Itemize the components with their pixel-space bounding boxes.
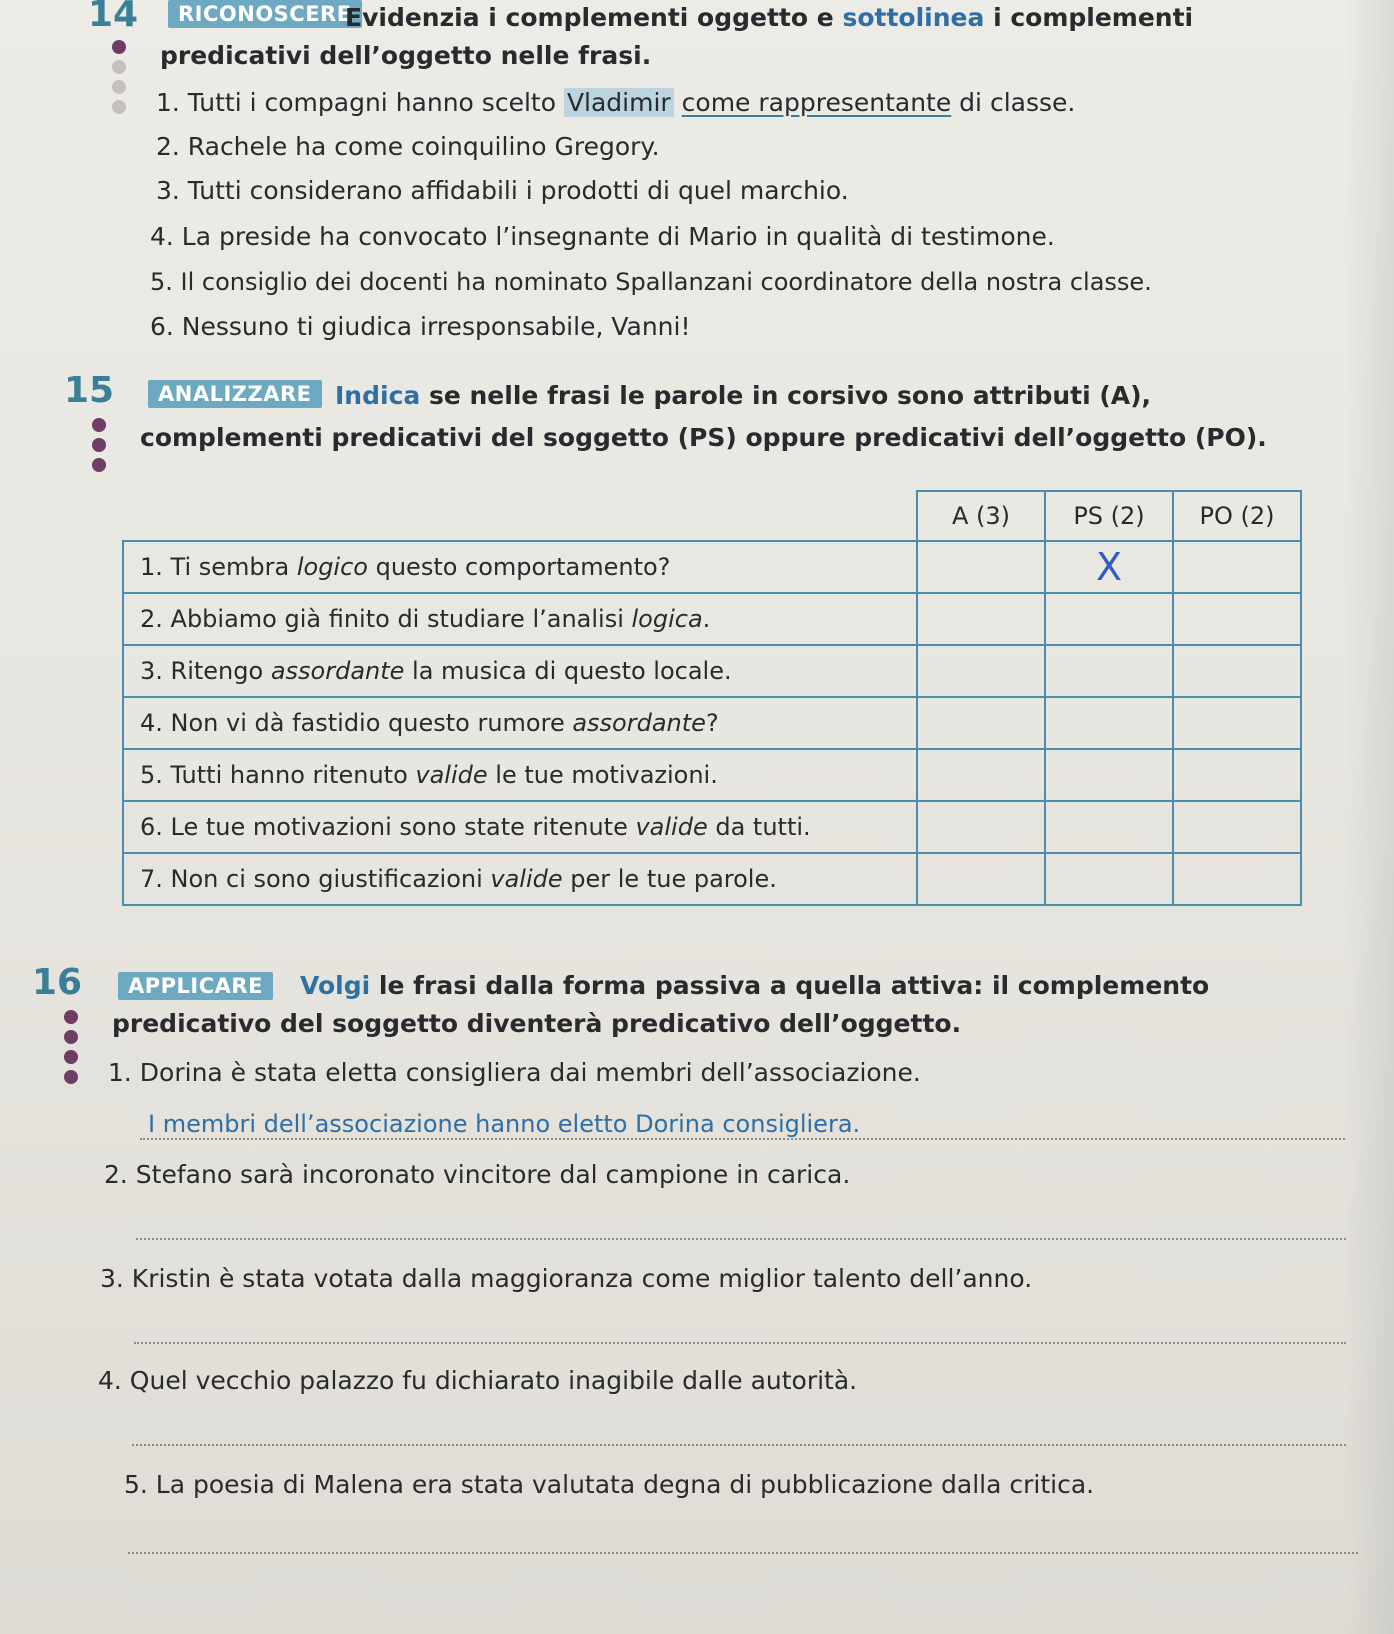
cell-po[interactable] [1173,853,1301,905]
table-row [123,593,1301,645]
highlighted-object: Vladimir [564,88,674,117]
ex14-sentence-2: 2. Rachele ha come coinquilino Gregory. [156,132,660,161]
cell-ps[interactable] [1045,853,1173,905]
row-sentence: 2. Abbiamo già finito di studiare l’analisi logica. [123,593,917,645]
cell-a[interactable] [917,853,1045,905]
underlined-predicative: come rappresentante [681,88,952,117]
instruction-keyword: Volgi [300,971,371,1000]
cell-po[interactable] [1173,801,1301,853]
instruction-keyword: Indica [335,381,421,410]
exercise-15-number: 15 [64,370,115,411]
header-blank [123,491,917,541]
exercise-14-tag: RICONOSCERE [168,0,362,28]
ex14-sentence-4: 4. La preside ha convocato l’insegnante di Mario in qualità di testimone. [150,222,1055,251]
difficulty-dots-15 [92,418,106,478]
exercise-15-instruction-line2: complementi predicativi del soggetto (PS) oppure predicativi dell’oggetto (PO). [140,423,1267,452]
answer-line-2[interactable] [136,1238,1346,1240]
cell-po[interactable] [1173,697,1301,749]
instruction-part: i complementi [993,3,1194,32]
cell-a[interactable] [917,697,1045,749]
cell-a[interactable] [917,801,1045,853]
cell-ps[interactable] [1045,645,1173,697]
difficulty-dots-16 [64,1010,78,1090]
table-header-row [123,491,1301,541]
cell-po[interactable] [1173,645,1301,697]
exercise-14-instruction [345,0,1193,36]
table-row [123,645,1301,697]
cell-ps[interactable] [1045,541,1173,593]
instruction-part: le frasi dalla forma passiva a quella attiva: il complemento [370,971,1210,1000]
instruction-part: Evidenzia i complementi oggetto e [345,3,834,32]
exercise-15-tag: ANALIZZARE [148,380,322,408]
row-sentence: 4. Non vi dà fastidio questo rumore assordante? [123,697,917,749]
x-mark-icon: X [1095,545,1123,589]
instruction-part: se nelle frasi le parole in corsivo sono attributi (A), [420,381,1152,410]
ex16-sentence-4: 4. Quel vecchio palazzo fu dichiarato inagibile dalle autorità. [98,1366,858,1395]
row-sentence: 1. Ti sembra logico questo comportamento? [123,541,917,593]
row-sentence: 7. Non ci sono giustificazioni valide per le tue parole. [123,853,917,905]
cell-ps[interactable] [1045,749,1173,801]
ex16-sentence-1: 1. Dorina è stata eletta consigliera dai membri dell’associazione. [108,1058,921,1087]
ex14-sentence-6: 6. Nessuno ti giudica irresponsabile, Vanni! [150,312,691,341]
ex14-sentence-5: 5. Il consiglio dei docenti ha nominato Spallanzani coordinatore della nostra classe. [150,268,1152,296]
cell-a[interactable] [917,593,1045,645]
cell-a[interactable] [917,749,1045,801]
ex14-sentence-1 [156,88,1075,117]
cell-po[interactable] [1173,593,1301,645]
exercise-16-instruction [300,968,1209,1004]
classification-table [122,490,1302,906]
exercise-14-instruction-line2: predicativi dell’oggetto nelle frasi. [160,41,652,70]
exercise-16-number: 16 [32,962,83,1003]
ex16-sentence-3: 3. Kristin è stata votata dalla maggioranza come miglior talento dell’anno. [100,1264,1033,1293]
exercise-15-instruction [335,378,1151,414]
ex16-answer-1: I membri dell’associazione hanno eletto Dorina consigliera. [148,1110,861,1138]
cell-ps[interactable] [1045,697,1173,749]
sentence-text: di classe. [951,88,1076,117]
exercise-16-instruction-line2: predicativo del soggetto diventerà predicativo dell’oggetto. [112,1009,962,1038]
cell-po[interactable] [1173,749,1301,801]
ex14-sentence-3: 3. Tutti considerano affidabili i prodotti di quel marchio. [156,176,849,205]
cell-a[interactable] [917,541,1045,593]
cell-po[interactable] [1173,541,1301,593]
row-sentence: 5. Tutti hanno ritenuto valide le tue motivazioni. [123,749,917,801]
answer-line-4[interactable] [132,1444,1346,1446]
difficulty-dots-14 [112,40,126,120]
exercise-14-number: 14 [88,0,139,35]
header-a: A (3) [917,491,1045,541]
header-po: PO (2) [1173,491,1301,541]
page-edge-shadow [1344,0,1394,1634]
table-row [123,541,1301,593]
answer-line-1[interactable] [140,1138,1345,1140]
row-sentence: 6. Le tue motivazioni sono state ritenute valide da tutti. [123,801,917,853]
answer-line-5[interactable] [128,1552,1358,1554]
cell-a[interactable] [917,645,1045,697]
table-row [123,801,1301,853]
ex16-sentence-5: 5. La poesia di Malena era stata valutata degna di pubblicazione dalla critica. [124,1470,1095,1499]
sentence-text: 1. Tutti i compagni hanno scelto [156,88,564,117]
cell-ps[interactable] [1045,801,1173,853]
header-ps: PS (2) [1045,491,1173,541]
table-row [123,749,1301,801]
row-sentence: 3. Ritengo assordante la musica di questo locale. [123,645,917,697]
cell-ps[interactable] [1045,593,1173,645]
answer-line-3[interactable] [134,1342,1346,1344]
exercise-16-tag: APPLICARE [118,972,273,1000]
table-row [123,697,1301,749]
instruction-keyword: sottolinea [842,3,985,32]
ex16-sentence-2: 2. Stefano sarà incoronato vincitore dal campione in carica. [104,1160,851,1189]
table-row [123,853,1301,905]
